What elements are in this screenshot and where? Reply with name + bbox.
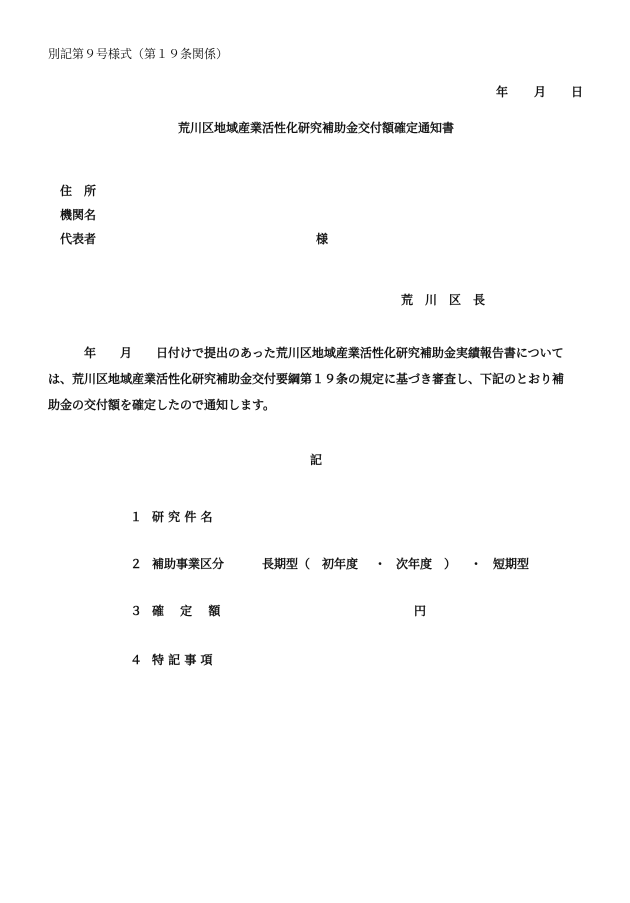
item-4-number: ４ <box>130 653 143 667</box>
item-2-dot-2: ・ <box>470 557 483 571</box>
item-2-short-term: 短期型 <box>493 557 530 571</box>
body-line-3: 助金の交付額を確定したので通知します。 <box>48 398 276 412</box>
item-1-label: 研 究 件 名 <box>152 510 213 524</box>
representative-label: 代表者 <box>60 232 97 246</box>
honorific: 様 <box>316 232 329 246</box>
item-2-dot-1: ・ <box>374 557 387 571</box>
issuer: 荒 川 区 長 <box>401 293 486 307</box>
ki-heading: 記 <box>310 453 323 467</box>
body-year: 年 <box>84 346 97 360</box>
item-2-label: 補助事業区分 <box>152 557 225 571</box>
item-2-first-year: 初年度 <box>322 557 359 571</box>
body-month: 月 <box>120 346 133 360</box>
item-2-long-term: 長期型（ <box>262 557 311 571</box>
item-3-number: ３ <box>130 604 143 618</box>
document-title: 荒川区地域産業活性化研究補助金交付額確定通知書 <box>178 121 455 135</box>
body-line-1-rest: 日付けで提出のあった荒川区地域産業活性化研究補助金実績報告書について <box>156 346 564 360</box>
item-3-label: 確 定 額 <box>152 604 221 618</box>
address-label: 住 所 <box>60 184 97 198</box>
item-4-label: 特 記 事 項 <box>152 653 213 667</box>
item-2-close-paren: ） <box>444 557 457 571</box>
date-day: 日 <box>571 85 584 99</box>
item-2-next-year: 次年度 <box>396 557 433 571</box>
item-2-number: ２ <box>130 557 143 571</box>
date-month: 月 <box>534 85 547 99</box>
item-3-unit: 円 <box>414 604 427 618</box>
date-year: 年 <box>496 85 509 99</box>
item-1-number: １ <box>130 510 143 524</box>
body-line-1 <box>48 340 588 366</box>
body-line-2: は、荒川区地域産業活性化研究補助金交付要綱第１９条の規定に基づき審査し、下記のとおり補 <box>48 372 565 386</box>
body-paragraph <box>48 340 588 418</box>
form-label: 別記第９号様式（第１９条関係） <box>48 47 229 61</box>
organization-label: 機関名 <box>60 208 97 222</box>
